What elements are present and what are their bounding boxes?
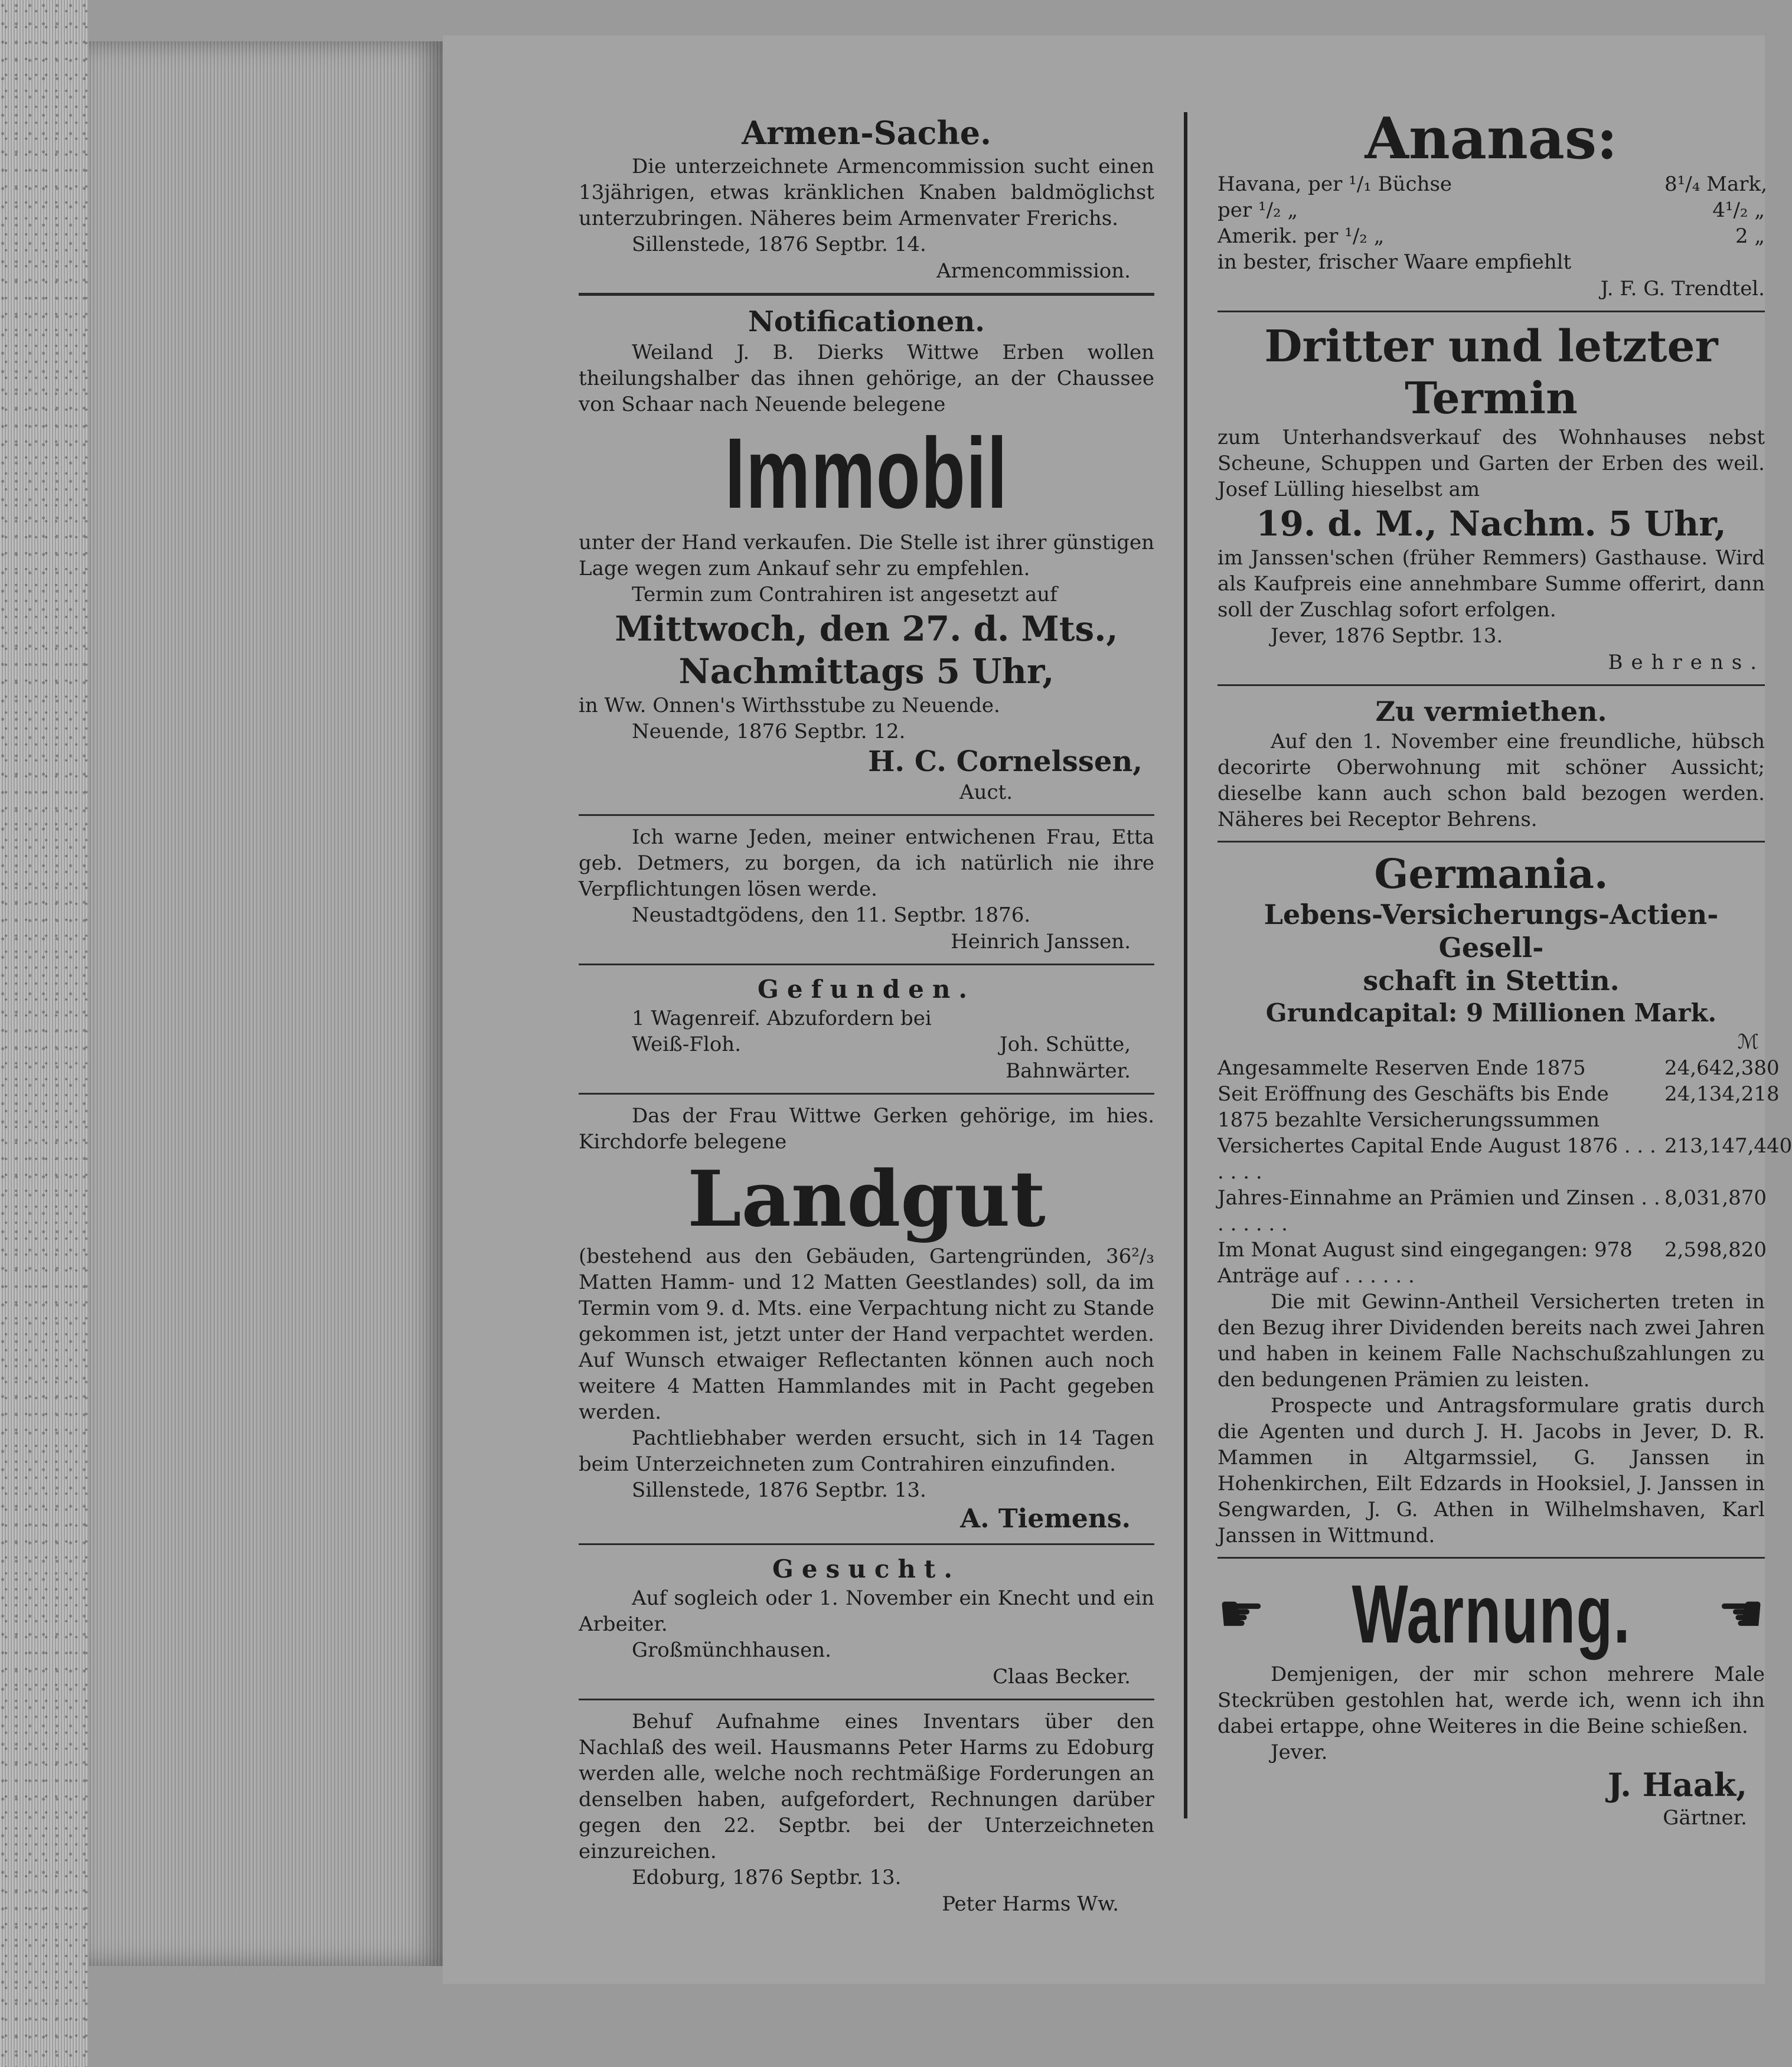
ad-signer-title: Bahnwärter.	[1006, 1059, 1131, 1083]
ad-body: 1 Wagenreif. Abzufordern bei	[632, 1007, 932, 1030]
warnung-header	[1217, 1567, 1765, 1661]
ad-date: 19. d. M., Nachm. 5 Uhr,	[1256, 504, 1726, 544]
pointing-hand-right-icon: ☛	[1217, 1583, 1265, 1645]
ad-body: Ich warne Jeden, meiner entwichenen Frau, Etta geb. Detmers, zu borgen, da ich natürlich nie ihre Verpflichtungen lösen werde.	[579, 825, 1154, 901]
row-label: Amerik. per ¹/₂ „	[1217, 224, 1385, 248]
divider-rule	[579, 1543, 1154, 1545]
ad-title: Germania.	[1374, 851, 1608, 898]
ad-germania	[1217, 851, 1792, 1549]
ad-sign-row	[579, 1031, 1154, 1057]
ad-signature: J. F. G. Trendtel.	[1600, 277, 1765, 301]
ad-body: zum Unterhandsverkauf des Wohnhauses nebst Scheune, Schuppen und Garten der Erben des weil. Josef Lülling hieselbst am	[1217, 426, 1765, 501]
ad-body-2: Prospecte und Antragsformulare gratis durch die Agenten und durch J. H. Jacobs in Jever, D. R. Mammen in Altgarmssiel, G. Janssen in Hohenkirchen, Eilt Edzards in Hooksiel, J. Janssen in Sengwarden, J. G. Athen in Wilhelmshaven, Karl Janssen in Wittmund.	[1217, 1394, 1765, 1547]
ad-vermiethen	[1217, 694, 1765, 832]
row-value: 24,642,380	[1664, 1056, 1780, 1080]
ad-signature: Armencommission.	[936, 259, 1131, 283]
row-value: 2,598,820	[1664, 1238, 1767, 1262]
pointing-hand-left-icon: ☚	[1717, 1583, 1765, 1645]
divider-rule	[579, 293, 1154, 296]
ad-signature: Claas Becker.	[993, 1665, 1131, 1689]
ad-body-2: im Janssen'schen (früher Remmers) Gasthause. Wird als Kaufpreis eine annehmbare Summe offerirt, dann soll der Zuschlag sofort erfolgen.	[1217, 546, 1765, 622]
ad-signer: J. Haak,	[1607, 1766, 1747, 1804]
left-column	[579, 65, 1154, 1918]
ad-dateline: Sillenstede, 1876 Septbr. 14.	[632, 233, 926, 256]
ad-dateline: Neustadtgödens, den 11. Septbr. 1876.	[632, 903, 1031, 927]
row-value: 213,147,440	[1664, 1134, 1792, 1158]
row-value: 8¹/₄ Mark,	[1664, 172, 1767, 196]
ad-body: Die mit Gewinn-Antheil Versicherten treten in den Bezug ihrer Dividenden bereits nach zwei Jahren und haben in keinem Falle Nachschußzahlungen zu den bedungenen Prämien zu leisten.	[1217, 1290, 1765, 1392]
ad-headline: Landgut	[687, 1154, 1046, 1244]
row-label: Versichertes Capital Ende August 1876 . . . . . . .	[1217, 1134, 1656, 1184]
divider-rule	[1217, 311, 1765, 312]
ad-warnung	[1217, 1567, 1765, 1831]
ad-signature: Heinrich Janssen.	[951, 930, 1131, 954]
ad-title: Gefunden.	[758, 975, 975, 1004]
table-row	[1217, 1055, 1780, 1081]
row-label: per ¹/₂ „	[1217, 198, 1298, 222]
ad-title: Dritter und letzter	[1264, 321, 1718, 372]
ad-signer: Joh. Schütte,	[1000, 1033, 1131, 1056]
ad-subtitle: Lebens-Versicherungs-Actien-Gesell-	[1264, 899, 1719, 964]
ad-termin: Termin zum Contrahiren ist angesetzt auf	[632, 583, 1057, 606]
table-row	[1217, 1185, 1765, 1237]
table-row	[1217, 1237, 1765, 1289]
table-row	[1217, 197, 1765, 223]
ad-time: Nachmittags 5 Uhr,	[678, 651, 1055, 691]
ad-warning-wife	[579, 824, 1154, 955]
table-row	[1217, 223, 1765, 249]
ad-gesucht	[579, 1553, 1154, 1690]
currency-label: ℳ	[1737, 1030, 1759, 1054]
ad-signer: H. C. Cornelssen,	[868, 745, 1143, 778]
ad-landgut	[579, 1103, 1154, 1535]
divider-rule	[579, 814, 1154, 816]
ad-dateline: Sillenstede, 1876 Septbr. 13.	[632, 1478, 926, 1502]
ad-body: Auf sogleich oder 1. November ein Knecht und ein Arbeiter.	[579, 1586, 1154, 1636]
row-label: Havana, per ¹/₁ Büchse	[1217, 172, 1452, 196]
ad-body: (bestehend aus den Gebäuden, Gartengründen, 36²/₃ Matten Hamm- und 12 Matten Geestlandes) soll, da im Termin vom 9. d. Mts. eine Verpachtung nicht zu Stande gekommen ist, jetzt unter der Hand verpachtet werden. Auf Wunsch etwaiger Reflectanten können auch noch weitere 4 Matten Hammlandes mit in Pacht gegeben werden.	[579, 1245, 1154, 1424]
ad-signature: Peter Harms Ww.	[942, 1892, 1119, 1916]
ad-body: unter der Hand verkaufen. Die Stelle ist ihrer günstigen Lage wegen zum Ankauf sehr zu empfehlen.	[579, 531, 1154, 580]
column-divider	[1184, 112, 1187, 1818]
ad-dritter-termin	[1217, 321, 1765, 676]
ad-title-2: Termin	[1405, 373, 1578, 424]
divider-rule	[1217, 841, 1765, 843]
ad-body: Demjenigen, der mir schon mehrere Male Steckrüben gestohlen hat, werde ich, wenn ich ihn dabei ertappe, ohne Weiteres in die Beine schießen.	[1217, 1663, 1765, 1738]
divider-rule	[1217, 684, 1765, 686]
divider-rule	[1217, 1557, 1765, 1559]
ad-body: Auf den 1. November eine freundliche, hübsch decorirte Oberwohnung mit schöner Aussicht; dieselbe kann auch schon bald bezogen werden. Näheres bei Receptor Behrens.	[1217, 730, 1765, 831]
ad-subtitle-2: schaft in Stettin.	[1363, 965, 1620, 997]
ad-ananas	[1217, 106, 1765, 302]
ad-intro: Weiland J. B. Dierks Wittwe Erben wollen theilungshalber das ihnen gehörige, an der Chaussee von Schaar nach Neuende belegene	[579, 341, 1154, 416]
ad-dateline: Jever, 1876 Septbr. 13.	[1271, 624, 1503, 648]
ad-title: Armen-Sache.	[742, 114, 991, 152]
ad-armen-sache	[579, 112, 1154, 285]
ad-place: Weiß-Floh.	[632, 1033, 742, 1056]
divider-rule	[579, 964, 1154, 965]
page-stack	[89, 41, 443, 1966]
divider-rule	[579, 1699, 1154, 1700]
ad-signature: Behrens.	[1608, 651, 1765, 674]
financial-table	[1217, 1055, 1792, 1289]
table-row	[1217, 1081, 1780, 1133]
ad-title: Notificationen.	[748, 305, 985, 338]
table-row	[1217, 1133, 1792, 1185]
divider-rule	[579, 1093, 1154, 1095]
ad-date: Mittwoch, den 27. d. Mts.,	[615, 609, 1118, 649]
ad-place: Großmünchhausen.	[632, 1638, 831, 1662]
price-list	[1217, 171, 1765, 249]
ad-body: Die unterzeichnete Armencommission sucht einen 13jährigen, etwas kränklichen Knaben baldmöglichst unterzubringen. Näheres beim Armenvater Frerichs.	[579, 155, 1154, 230]
row-label: Seit Eröffnung des Geschäfts bis Ende 1875 bezahlte Versicherungssummen	[1217, 1082, 1609, 1132]
ad-title: Zu vermiethen.	[1375, 695, 1607, 727]
ad-body: in bester, frischer Waare empfiehlt	[1217, 250, 1572, 274]
ad-body-2: Pachtliebhaber werden ersucht, sich in 14 Tagen beim Unterzeichneten zum Contrahiren einzufinden.	[579, 1426, 1154, 1476]
ad-intro: Das der Frau Wittwe Gerken gehörige, im hies. Kirchdorfe belegene	[579, 1104, 1154, 1154]
ad-place: in Ww. Onnen's Wirthsstube zu Neuende.	[579, 694, 1000, 717]
row-value: 8,031,870	[1664, 1186, 1767, 1210]
ad-signature: A. Tiemens.	[960, 1504, 1131, 1534]
ad-signer-title: Gärtner.	[1663, 1806, 1747, 1830]
ad-notificationen	[579, 304, 1154, 806]
ad-gefunden	[579, 974, 1154, 1085]
row-label: Jahres-Einnahme an Prämien und Zinsen . . . . . . . .	[1217, 1186, 1660, 1236]
ad-dateline: Edoburg, 1876 Septbr. 13.	[632, 1866, 902, 1889]
ad-title: Ananas:	[1365, 105, 1618, 172]
ad-capital: Grundcapital: 9 Millionen Mark.	[1265, 998, 1717, 1027]
row-value: 2 „	[1735, 224, 1765, 248]
ad-place: Jever.	[1271, 1741, 1328, 1764]
row-label: Im Monat August sind eingegangen: 978 Anträge auf . . . . . .	[1217, 1238, 1633, 1288]
ad-body: Behuf Aufnahme eines Inventars über den Nachlaß des weil. Hausmanns Peter Harms zu Edoburg werden alle, welche noch rechtmäßige Forderungen an denselben haben, aufgefordert, Rechnungen darüber gegen den 22. Septbr. bei der Unterzeichneten einzureichen.	[579, 1710, 1154, 1863]
ad-inventar	[579, 1709, 1154, 1918]
ad-dateline: Neuende, 1876 Septbr. 12.	[632, 720, 906, 743]
ad-signer-title: Auct.	[959, 781, 1013, 804]
ad-title: Gesucht.	[772, 1555, 961, 1583]
table-row	[1217, 171, 1765, 197]
right-column	[1217, 65, 1792, 1831]
ad-headline: Immobil	[724, 417, 1008, 530]
row-value: 24,134,218	[1664, 1082, 1780, 1106]
row-label: Angesammelte Reserven Ende 1875	[1217, 1056, 1586, 1080]
ad-headline: Warnung.	[1352, 1568, 1631, 1660]
book-edge	[0, 0, 89, 2067]
row-value: 4¹/₂ „	[1712, 198, 1765, 222]
